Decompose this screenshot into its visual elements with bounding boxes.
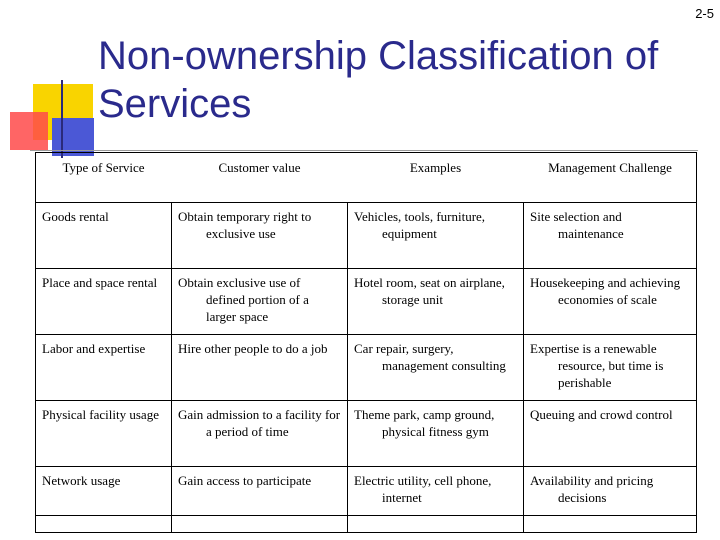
cell-management-challenge: Availability and pricing decisions <box>524 467 697 533</box>
header-management-challenge: Management Challenge <box>548 160 672 175</box>
table-row <box>36 467 697 533</box>
cell-management-challenge: Queuing and crowd control <box>524 401 697 467</box>
cell-examples: Theme park, camp ground, physical fitness gym <box>348 401 524 467</box>
decorative-red-square <box>10 112 48 150</box>
cell-customer-value: Obtain exclusive use of defined portion of a larger space <box>172 269 348 335</box>
cell-type: Labor and expertise <box>36 335 172 401</box>
cell-examples: Car repair, surgery, management consulting <box>348 335 524 401</box>
cell-type: Network usage <box>36 467 172 533</box>
header-examples: Examples <box>409 160 462 175</box>
cell-type: Physical facility usage <box>36 401 172 467</box>
cell-examples: Vehicles, tools, furniture, equipment <box>348 203 524 269</box>
cell-type: Goods rental <box>36 203 172 269</box>
cell-management-challenge: Site selection and maintenance <box>524 203 697 269</box>
cell-examples: Electric utility, cell phone, internet <box>348 467 524 533</box>
cell-type: Place and space rental <box>36 269 172 335</box>
services-table <box>35 152 697 533</box>
cell-customer-value: Hire other people to do a job <box>172 335 348 401</box>
table-row <box>36 335 697 401</box>
cell-customer-value: Gain access to participate <box>172 467 348 533</box>
cell-customer-value: Gain admission to a facility for a period of time <box>172 401 348 467</box>
cell-customer-value: Obtain temporary right to exclusive use <box>172 203 348 269</box>
table-header-row <box>36 152 697 203</box>
cell-management-challenge: Expertise is a renewable resource, but time is perishable <box>524 335 697 401</box>
slide-title: Non-ownership Classification of Services <box>98 34 659 126</box>
header-customer-value: Customer value <box>218 160 301 175</box>
table-row <box>36 401 697 467</box>
header-type-of-service: Type of Service <box>62 160 145 175</box>
decorative-vertical-line <box>61 80 63 158</box>
table-row <box>36 203 697 269</box>
table-row <box>36 269 697 335</box>
slide-number: 2-5 <box>695 6 714 21</box>
cell-examples: Hotel room, seat on airplane, storage unit <box>348 269 524 335</box>
cell-management-challenge: Housekeeping and achieving economies of scale <box>524 269 697 335</box>
title-underline <box>30 150 698 151</box>
